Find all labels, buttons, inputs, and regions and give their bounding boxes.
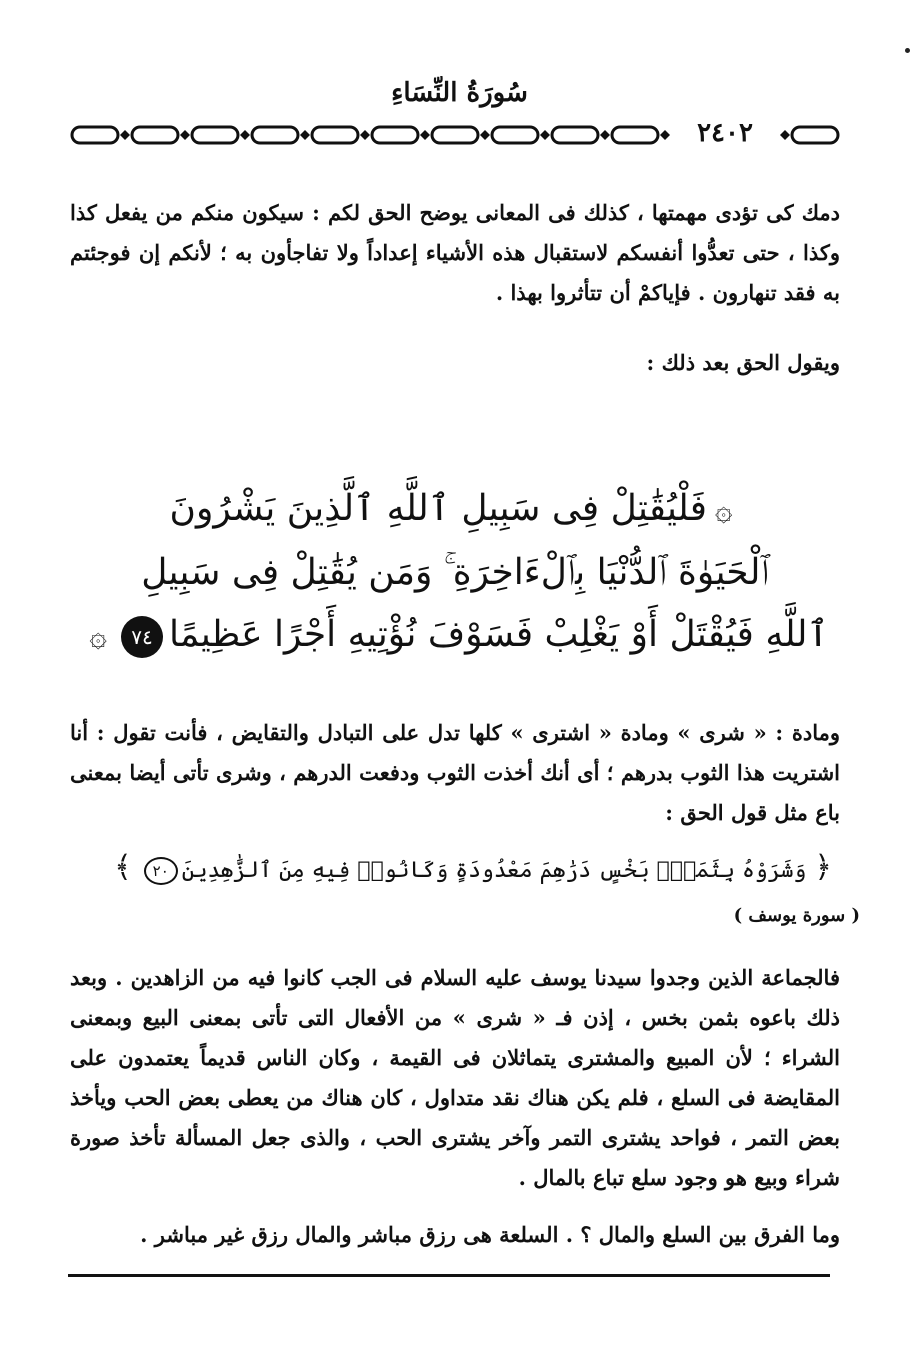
ayah-number-badge: ٧٤ <box>121 616 163 658</box>
footer-rule <box>68 1274 830 1277</box>
paragraph-conclusion: وما الفرق بين السلع والمال ؟ . السلعة هى رزق مباشر والمال رزق غير مباشر . <box>140 1222 840 1247</box>
quoted-verse: ﴿وَشَرَوْهُ بِثَمَنٍۭ بَخْسٍ دَرَٰهِمَ مَعْدُودَةٍ وَكَانُوا۟ فِيهِ مِنَ ٱلزَّٰهِدِينَ٢٠﴾ <box>114 850 832 885</box>
verse-introduction: ويقول الحق بعد ذلك : <box>646 350 840 375</box>
quote-ayah-number: ٢٠ <box>144 857 178 885</box>
paragraph-intro-text: دمك كى تؤدى مهمتها ، كذلك فى المعانى يوضح الحق لكم : سيكون منكم من يفعل كذا وكذا ، حتى تعدُّوا أنفسكم لاستقبال هذه الأشياء إعداداً ولا تفاجأون به ؛ لأنكم إن فوجئتم به فقد تنهارون . فإياكمْ أن تتأثروا بهذا . <box>70 200 840 305</box>
scan-speck <box>905 48 910 53</box>
verse-line-3: ٱللَّهِ فَيُقْتَلْ أَوْ يَغْلِبْ فَسَوْفَ نُؤْتِيهِ أَجْرًا عَظِيمًا٧٤۞ <box>70 604 840 668</box>
quote-open-bracket-icon: ﴿ <box>814 850 832 885</box>
quote-source: ( سورة يوسف ) <box>733 905 860 926</box>
verse-line-1: ۞فَلْيُقَٰتِلْ فِى سَبِيلِ ٱللَّهِ ٱلَّذِينَ يَشْرُونَ <box>169 488 733 529</box>
quran-verse-block <box>70 478 840 668</box>
paragraph-explanation: فالجماعة الذين وجدوا سيدنا يوسف عليه السلام فى الجب كانوا فيه من الزاهدين . وبعد ذلك باعوه بثمن بخس ، إذن فـ « شرى » من الأفعال التى تأتى بمعنى البيع وبمعنى الشراء ؛ لأن المبيع والمشترى يتماثلان فى القيمة ، وكان الناس قديماً يعتمدون على المقايضة فى السلع ، فلم يكن هناك نقد متداول ، كان هناك من يعطى بعض الحب ويأخذ بعض التمر ، فواحد يشترى التمر وآخر يشترى الحب ، والذى جعل المسألة تأخذ صورة شراء وبيع هو وجود سلع تباع بالمال . <box>70 965 840 1190</box>
page-number: ٢٤٠٢ <box>680 116 770 150</box>
paragraph-word-meaning: ومادة : « شرى » ومادة « اشترى » كلها تدل على التبادل والتقايض ، فأنت تقول : أنا اشتريت هذا الثوب بدرهم ؛ أى أنك أخذت الثوب ودفعت الدرهم ، وشرى تأتى أيضا بمعنى باع مثل قول الحق : <box>70 720 840 825</box>
verse-open-ornament-icon: ۞ <box>714 493 733 528</box>
verse-close-ornament-icon: ۞ <box>89 619 107 654</box>
verse-line-2: ٱلْحَيَوٰةَ ٱلدُّنْيَا بِٱلْءَاخِرَةِ ۚ وَمَن يُقَٰتِلْ فِى سَبِيلِ <box>141 552 769 593</box>
surah-title: سُورَةُ النِّسَاءِ <box>391 78 528 108</box>
quote-close-bracket-icon: ﴾ <box>114 850 132 885</box>
